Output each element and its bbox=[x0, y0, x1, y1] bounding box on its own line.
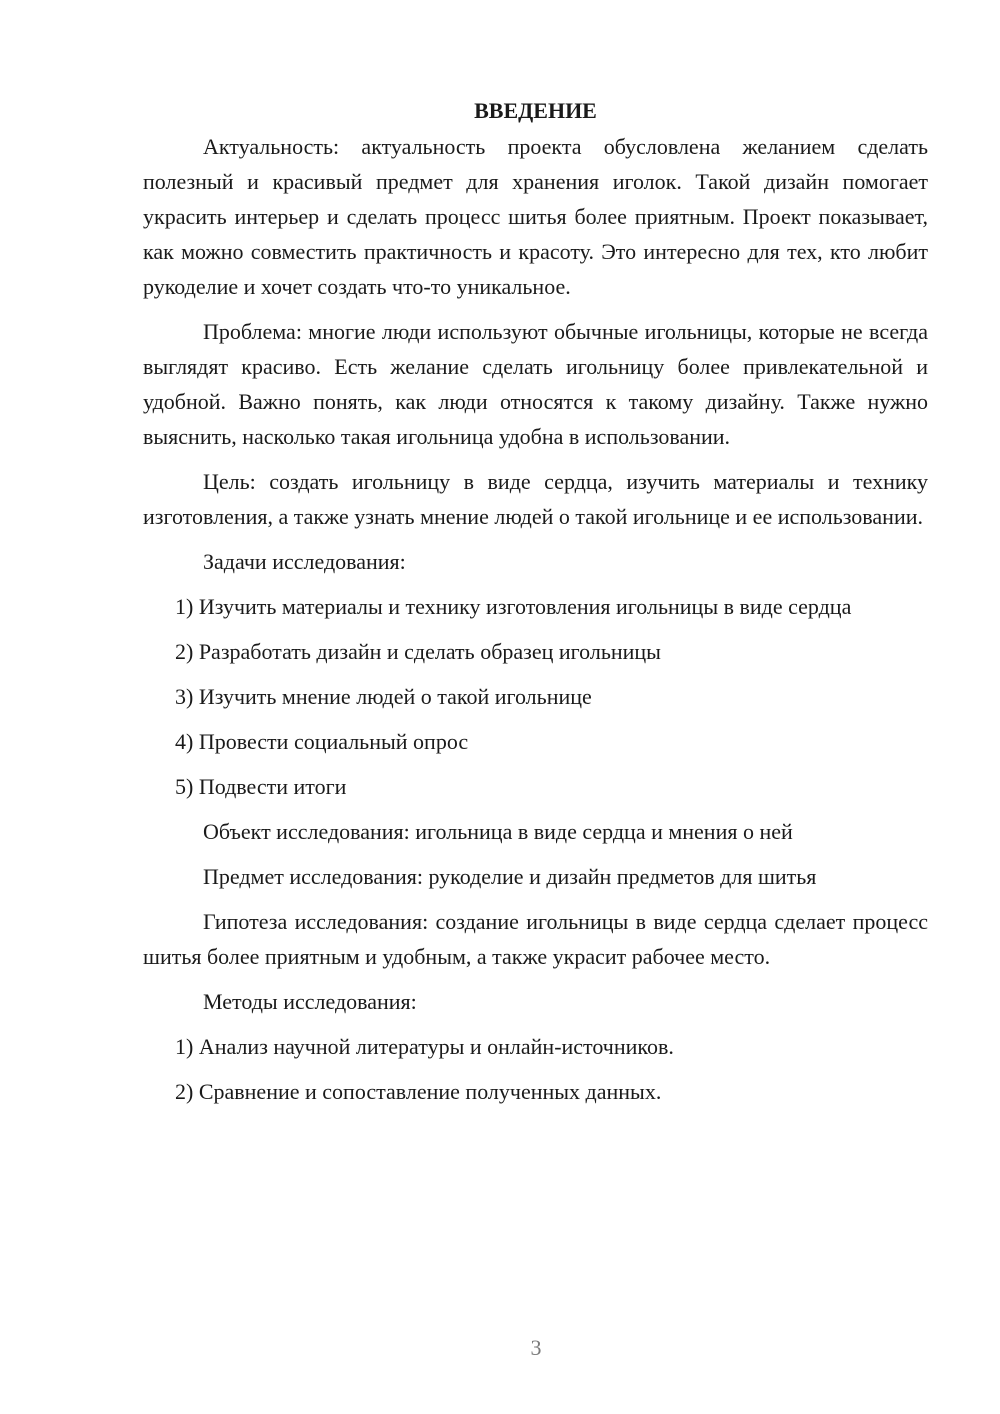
research-hypothesis: Гипотеза исследования: создание игольницы в виде сердца сделает процесс шитья более приятным и удобным, а также украсит рабочее место. bbox=[143, 909, 928, 969]
methods-heading: Методы исследования: bbox=[203, 989, 417, 1014]
page-content bbox=[143, 93, 928, 1119]
research-object: Объект исследования: игольница в виде сердца и мнения о ней bbox=[203, 819, 793, 844]
task-item: 1) Изучить материалы и технику изготовления игольницы в виде сердца bbox=[175, 594, 852, 619]
method-item: 2) Сравнение и сопоставление полученных данных. bbox=[175, 1079, 662, 1104]
task-item: 4) Провести социальный опрос bbox=[175, 729, 469, 754]
task-item: 3) Изучить мнение людей о такой игольнице bbox=[175, 684, 592, 709]
method-item: 1) Анализ научной литературы и онлайн-источников. bbox=[175, 1034, 674, 1059]
task-item: 2) Разработать дизайн и сделать образец игольницы bbox=[175, 639, 661, 664]
paragraph-problem: Проблема: многие люди используют обычные игольницы, которые не всегда выглядят красиво. Есть желание сделать игольницу более привлекательной и удобной. Важно понять, как люди относятся к такому дизайну. Также нужно выяснить, насколько такая игольница удобна в использовании. bbox=[143, 319, 928, 449]
paragraph-relevance: Актуальность: актуальность проекта обусловлена желанием сделать полезный и красивый предмет для хранения иголок. Такой дизайн помогает украсить интерьер и сделать процесс шитья более приятным. Проект показывает, как можно совместить практичность и красоту. Это интересно для тех, кто любит рукоделие и хочет создать что-то уникальное. bbox=[143, 134, 928, 299]
research-subject: Предмет исследования: рукоделие и дизайн предметов для шитья bbox=[203, 864, 817, 889]
tasks-heading: Задачи исследования: bbox=[203, 549, 406, 574]
section-title: ВВЕДЕНИЕ bbox=[474, 98, 597, 123]
page-number: 3 bbox=[530, 1335, 542, 1360]
task-item: 5) Подвести итоги bbox=[175, 774, 347, 799]
paragraph-goal: Цель: создать игольницу в виде сердца, изучить материалы и технику изготовления, а также узнать мнение людей о такой игольнице и ее использовании. bbox=[143, 469, 928, 529]
